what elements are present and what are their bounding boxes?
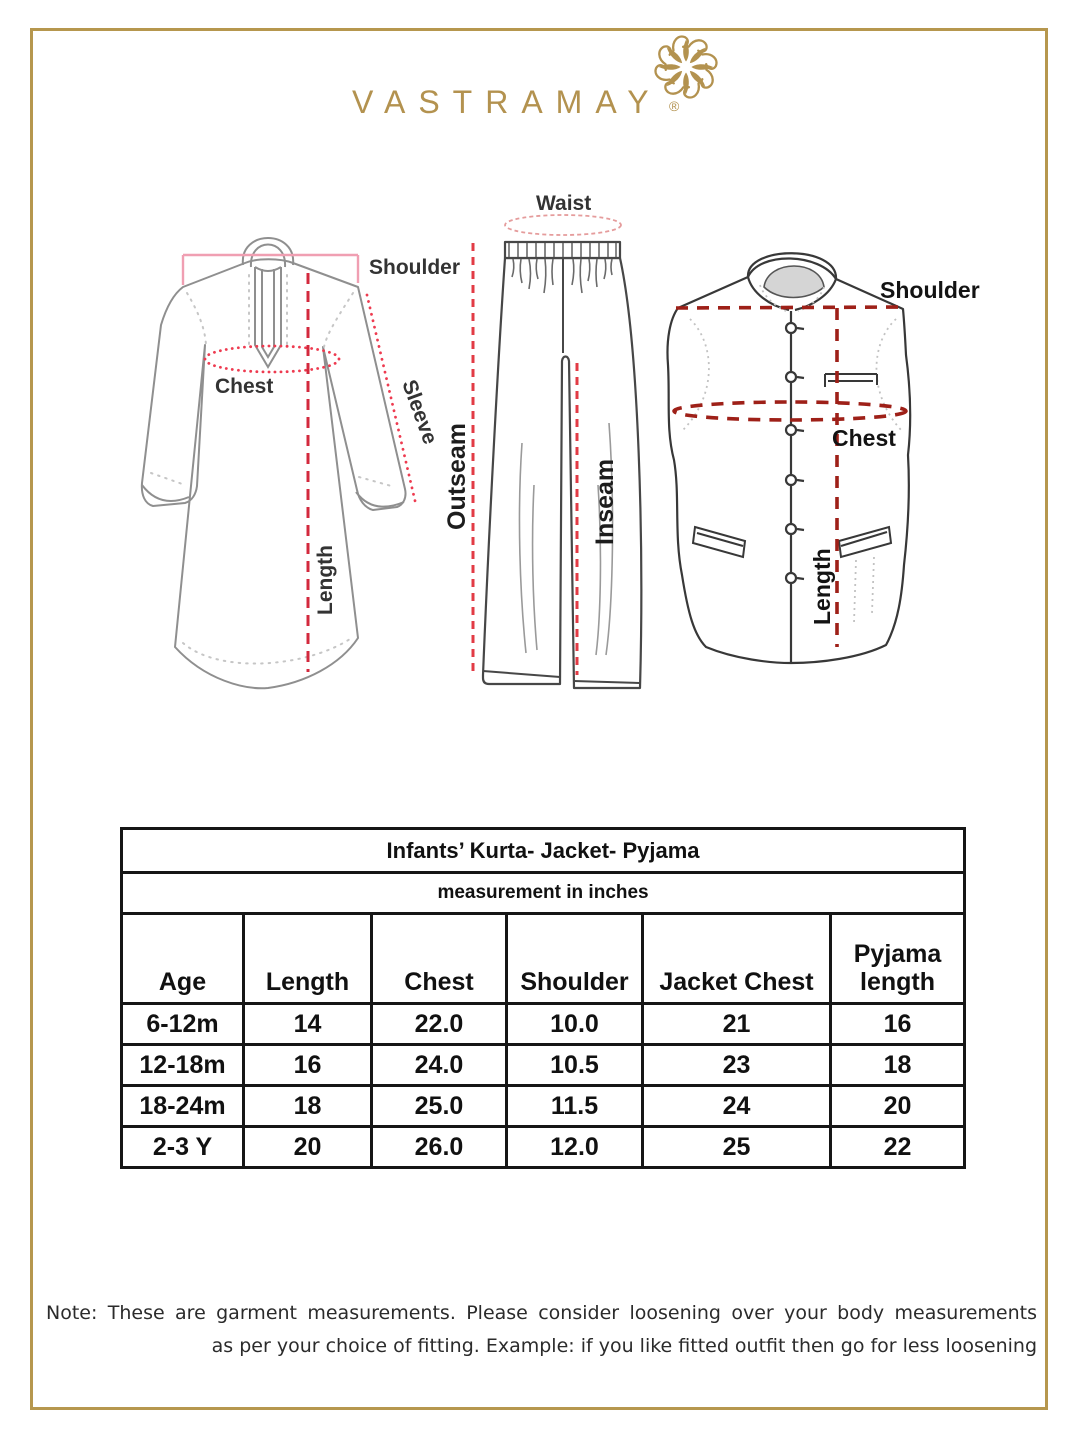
jacket-chest-cell: 24 [643,1086,831,1127]
jacket-outline [667,258,910,663]
shoulder-cell: 11.5 [507,1086,643,1127]
registered-trademark-icon: ® [669,98,680,114]
pyjama-diagram [425,185,675,720]
shoulder-cell: 10.5 [507,1045,643,1086]
jacket-diagram [660,235,985,665]
column-header-age: Age [122,914,244,1004]
jacket-chest-cell: 21 [643,1004,831,1045]
chest-cell: 24.0 [372,1045,507,1086]
note-text [46,1297,1037,1363]
length-cell: 20 [244,1127,372,1168]
shoulder-cell: 12.0 [507,1127,643,1168]
shoulder-cell: 10.0 [507,1004,643,1045]
pyjama-inseam-label: Inseam [591,458,619,545]
pyjama-length-cell: 18 [831,1045,965,1086]
age-cell: 2-3 Y [122,1127,244,1168]
length-cell: 16 [244,1045,372,1086]
table-title-row [122,829,965,873]
note-line-1: Note: These are garment measurements. Please consider loosening over your body measurements [46,1302,1037,1324]
table-subtitle: measurement in inches [122,873,965,914]
jacket-shoulder-label: Shoulder [880,277,980,303]
chest-cell: 26.0 [372,1127,507,1168]
table-header-row [122,914,965,1004]
column-header-chest: Chest [372,914,507,1004]
table-row [122,1086,965,1127]
kurta-diagram [105,195,460,720]
brand-mandala-icon [652,33,720,101]
pyjama-length-cell: 16 [831,1004,965,1045]
chest-cell: 25.0 [372,1086,507,1127]
kurta-chest-label: Chest [215,375,274,398]
pyjama-length-cell: 20 [831,1086,965,1127]
column-header-pyjama-length: Pyjama length [831,914,965,1004]
column-header-jacket-chest: Jacket Chest [643,914,831,1004]
note-line-2: as per your choice of fitting. Example: if you like fitted outfit then go for less loosening [211,1335,1037,1357]
length-cell: 18 [244,1086,372,1127]
table-row [122,1045,965,1086]
size-table [120,827,966,1169]
table-subtitle-row [122,873,965,914]
jacket-chest-cell: 25 [643,1127,831,1168]
kurta-shoulder-label: Shoulder [369,256,460,279]
kurta-length-label: Length [314,545,337,615]
jacket-chest-cell: 23 [643,1045,831,1086]
pyjama-outseam-label: Outseam [443,423,471,530]
brand-wordmark: VASTRAMAY [352,84,662,120]
jacket-length-label: Length [809,548,835,625]
table-row [122,1127,965,1168]
jacket-chest-label: Chest [832,425,896,451]
table-title: Infants’ Kurta- Jacket- Pyjama [122,829,965,873]
age-cell: 12-18m [122,1045,244,1086]
pyjama-length-cell: 22 [831,1127,965,1168]
age-cell: 18-24m [122,1086,244,1127]
column-header-shoulder: Shoulder [507,914,643,1004]
age-cell: 6-12m [122,1004,244,1045]
length-cell: 14 [244,1004,372,1045]
pyjama-waist-label: Waist [536,192,592,215]
mandala-petals [659,40,713,94]
table-row [122,1004,965,1045]
column-header-length: Length [244,914,372,1004]
chest-cell: 22.0 [372,1004,507,1045]
kurta-sleeve-label: Sleeve [397,376,442,448]
